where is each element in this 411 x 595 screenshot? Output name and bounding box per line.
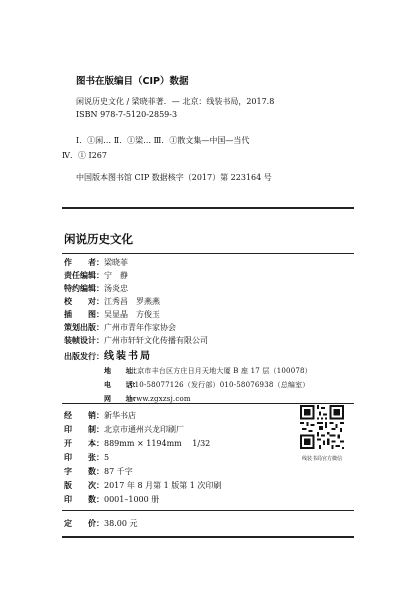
wechat-qr-code [300, 405, 344, 449]
print-row [64, 438, 210, 449]
credit-row [64, 270, 128, 281]
publisher-phone [104, 380, 310, 390]
web-label: 网 址： [104, 394, 140, 403]
price-label: 定 价： [64, 519, 104, 528]
print-value: 新华书店 [104, 411, 136, 420]
publisher-name: 线装书局 [104, 351, 152, 362]
credit-row [64, 335, 208, 346]
credit-row [64, 296, 160, 307]
credit-value: 宁 静 [104, 271, 128, 280]
print-label: 开 本： [64, 439, 104, 448]
credit-label: 插 图： [64, 310, 104, 319]
print-value: 北京市通州兴龙印刷厂 [104, 425, 184, 434]
cip-isbn: ISBN 978-7-5120-2859-3 [76, 110, 178, 119]
print-label: 版 次： [64, 481, 104, 490]
print-row [64, 480, 221, 491]
cip-data-number: 中国版本图书馆 CIP 数据核字（2017）第 223164 号 [76, 173, 272, 182]
publisher-row [64, 347, 152, 362]
print-value: 5 [104, 453, 110, 462]
credit-value: 广州市青年作家协会 [104, 323, 176, 332]
title-rule [62, 253, 354, 254]
price-value: 38.00 元 [104, 519, 138, 528]
qr-caption: 线装书局官方微信 [301, 456, 342, 462]
print-row [64, 410, 136, 421]
credit-label: 作 者： [64, 258, 104, 267]
credit-row [64, 283, 128, 294]
price-row [64, 518, 137, 529]
book-title: 闲说历史文化 [64, 232, 133, 246]
credit-value: 吴显晶 方俊玉 [104, 310, 160, 319]
print-label: 印 制： [64, 425, 104, 434]
cip-classification-code: Ⅳ．① I267 [62, 151, 107, 160]
print-label: 字 数： [64, 467, 104, 476]
mid-rule [62, 403, 354, 404]
credit-row [64, 257, 128, 268]
print-label: 经 销： [64, 411, 104, 420]
print-row [64, 494, 159, 505]
print-value: 2017 年 8 月第 1 版第 1 次印刷 [104, 481, 222, 490]
print-row [64, 466, 133, 477]
credit-value: 江秀昌 罗燕燕 [104, 297, 160, 306]
phone-label: 电 话： [104, 380, 140, 389]
web-value: www.zgxzsj.com [130, 395, 191, 403]
credit-value: 梁晓菲 [104, 258, 128, 267]
lower-rule [62, 510, 354, 511]
print-label: 印 张： [64, 453, 104, 462]
cip-title: 图书在版编目（CIP）数据 [76, 76, 189, 87]
credit-row [64, 309, 160, 320]
credit-label: 出版发行： [64, 352, 104, 361]
address-label: 地 址： [104, 366, 140, 375]
print-row [64, 452, 109, 463]
publisher-address [104, 366, 312, 376]
phone-value: 010-58077126（发行部）010-58076938（总编室） [130, 381, 310, 389]
credit-label: 装帧设计： [64, 336, 104, 345]
bottom-rule [62, 536, 354, 538]
top-rule [62, 207, 354, 209]
credit-label: 校 对： [64, 297, 104, 306]
credit-value: 汤炎忠 [104, 284, 128, 293]
cip-classification: Ⅰ．①闲… Ⅱ．①梁… Ⅲ．①散文集—中国—当代 [76, 136, 250, 145]
print-label: 印 数： [64, 495, 104, 504]
credit-label: 策划出版： [64, 323, 104, 332]
print-value: 87 千字 [104, 467, 133, 476]
print-value: 0001–1000 册 [104, 495, 160, 504]
credit-row [64, 322, 176, 333]
credit-label: 责任编辑： [64, 271, 104, 280]
address-value: 北京市丰台区方庄日月天地大厦 B 座 17 层（100078） [130, 367, 312, 375]
print-row [64, 424, 184, 435]
credit-value: 广州市轩轩文化传播有限公司 [104, 336, 208, 345]
cip-catalog-line: 闲说历史文化 / 梁晓菲著．— 北京：线装书局，2017.8 [76, 97, 275, 106]
print-value: 889mm × 1194mm 1/32 [104, 439, 211, 448]
credit-label: 特约编辑： [64, 284, 104, 293]
